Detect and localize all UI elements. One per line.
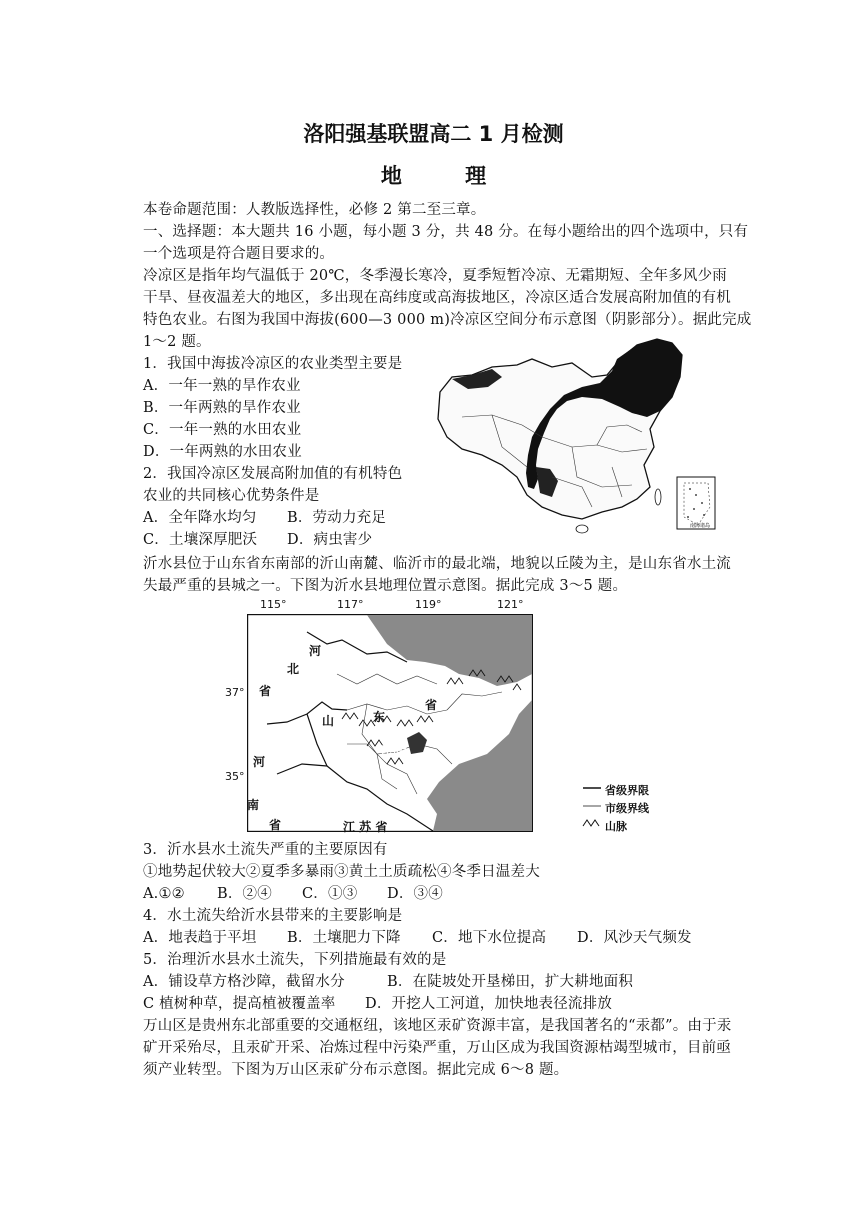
q1-option-a: A．一年一熟的旱作农业 xyxy=(143,378,301,394)
q1-option-c: C．一年一熟的水田农业 xyxy=(143,422,302,438)
q5-option-c: C 植树种草，提高植被覆盖率 xyxy=(143,996,336,1012)
q1-stem: 1．我国中海拔冷凉区的农业类型主要是 xyxy=(143,356,403,372)
label-shan: 山 xyxy=(322,714,335,728)
label-sheng-2: 省 xyxy=(425,698,438,712)
inset-label: 南海诸岛 xyxy=(689,523,711,529)
legend-symbols xyxy=(581,782,605,832)
q3-option-b: B．②④ xyxy=(217,886,272,902)
lon-label-119: 119° xyxy=(415,598,442,611)
q5-option-d: D．开挖人工河道，加快地表径流排放 xyxy=(365,996,613,1012)
q2-option-c: C．土壤深厚肥沃 xyxy=(143,532,258,548)
q3-items: ①地势起伏较大②夏季多暴雨③黄土土质疏松④冬季日温差大 xyxy=(143,864,540,880)
q1-option-b: B．一年两熟的旱作农业 xyxy=(143,400,301,416)
hainan-island xyxy=(576,525,588,533)
label-bei: 北 xyxy=(287,662,300,676)
section-instruction-line-1: 一、选择题：本大题共 16 小题，每小题 3 分，共 48 分。在每小题给出的四个选项中，只有 xyxy=(143,224,749,240)
q4-option-d: D．风沙天气频发 xyxy=(577,930,692,946)
south-china-sea-inset xyxy=(677,477,715,529)
yishui-location-map xyxy=(225,598,685,838)
q4-stem: 4．水土流失给沂水县带来的主要影响是 xyxy=(143,908,403,924)
q2-stem-2: 农业的共同核心优势条件是 xyxy=(143,488,320,504)
q3-option-d: D．③④ xyxy=(387,886,443,902)
legend-province: 省级界限 xyxy=(605,784,649,797)
lon-label-115: 115° xyxy=(260,598,287,611)
q5-stem: 5．治理沂水县水土流失，下列措施最有效的是 xyxy=(143,952,447,968)
q3-option-a: A.①② xyxy=(143,886,185,902)
label-dong: 东 xyxy=(373,710,386,724)
q3-stem: 3．沂水县水土流失严重的主要原因有 xyxy=(143,842,388,858)
passage1-line-4: 1～2 题。 xyxy=(143,334,211,350)
passage3-line-1: 万山区是贵州东北部重要的交通枢纽，该地区汞矿资源丰富，是我国著名的“汞都”。由于汞 xyxy=(143,1018,732,1034)
q2-option-d: D．病虫害少 xyxy=(287,532,373,548)
q2-stem-1: 2．我国冷凉区发展高附加值的有机特色 xyxy=(143,466,403,482)
passage1-line-3: 特色农业。右图为我国中海拔(600—3 000 m)冷凉区空间分布示意图（阴影部分）。据此完成 xyxy=(143,312,752,328)
scope-line: 本卷命题范围：人教版选择性，必修 2 第二至三章。 xyxy=(143,202,486,218)
lat-label-35: 35° xyxy=(225,770,245,783)
passage1-line-2: 干旱、昼夜温差大的地区，多出现在高纬度或高海拔地区，冷凉区适合发展高附加值的有机 xyxy=(143,290,731,306)
q5-option-b: B．在陡坡处开垦梯田，扩大耕地面积 xyxy=(387,974,634,990)
q1-option-d: D．一年两熟的水田农业 xyxy=(143,444,302,460)
label-yishui: 沂水县 xyxy=(381,746,409,756)
passage3-line-2: 矿开采殆尽，且汞矿开采、冶炼过程中污染严重，万山区成为我国资源枯竭型城市，目前亟 xyxy=(143,1040,731,1056)
exam-title: 洛阳强基联盟高二 1 月检测 xyxy=(303,122,564,146)
passage2-line-1: 沂水县位于山东省东南部的沂山南麓、临沂市的最北端，地貌以丘陵为主，是山东省水土流 xyxy=(143,556,731,572)
q4-option-b: B．土壤肥力下降 xyxy=(287,930,401,946)
label-sheng-1: 省 xyxy=(259,684,272,698)
legend-mountain: 山脉 xyxy=(605,820,627,833)
taiwan-island xyxy=(655,489,661,505)
china-cold-zone-map xyxy=(432,337,732,537)
q4-option-a: A．地表趋于平坦 xyxy=(143,930,257,946)
q5-option-a: A．铺设草方格沙障，截留水分 xyxy=(143,974,345,990)
shandong-map-frame xyxy=(247,614,533,832)
q3-option-c: C．①③ xyxy=(302,886,358,902)
label-nan: 南 xyxy=(247,798,260,812)
lat-label-37: 37° xyxy=(225,686,245,699)
passage1-line-1: 冷凉区是指年均气温低于 20℃，冬季漫长寒冷，夏季短暂冷凉、无霜期短、全年多风少雨 xyxy=(143,268,727,284)
label-jiangsu: 江 苏 省 xyxy=(343,820,388,834)
label-he-2: 河 xyxy=(253,755,266,769)
legend-city: 市级界线 xyxy=(605,802,649,815)
subject-title: 地 理 xyxy=(380,164,515,188)
passage3-line-3: 须产业转型。下图为万山区汞矿分布示意图。据此完成 6～8 题。 xyxy=(143,1062,569,1078)
label-he: 河 xyxy=(309,644,322,658)
label-sheng-3: 省 xyxy=(269,818,282,832)
q2-option-b: B．劳动力充足 xyxy=(287,510,387,526)
passage2-line-2: 失最严重的县城之一。下图为沂水县地理位置示意图。据此完成 3～5 题。 xyxy=(143,578,628,594)
q2-option-a: A．全年降水均匀 xyxy=(143,510,257,526)
lon-label-121: 121° xyxy=(497,598,524,611)
q4-option-c: C．地下水位提高 xyxy=(432,930,547,946)
lon-label-117: 117° xyxy=(337,598,364,611)
section-instruction-line-2: 一个选项是符合题目要求的。 xyxy=(143,246,335,262)
